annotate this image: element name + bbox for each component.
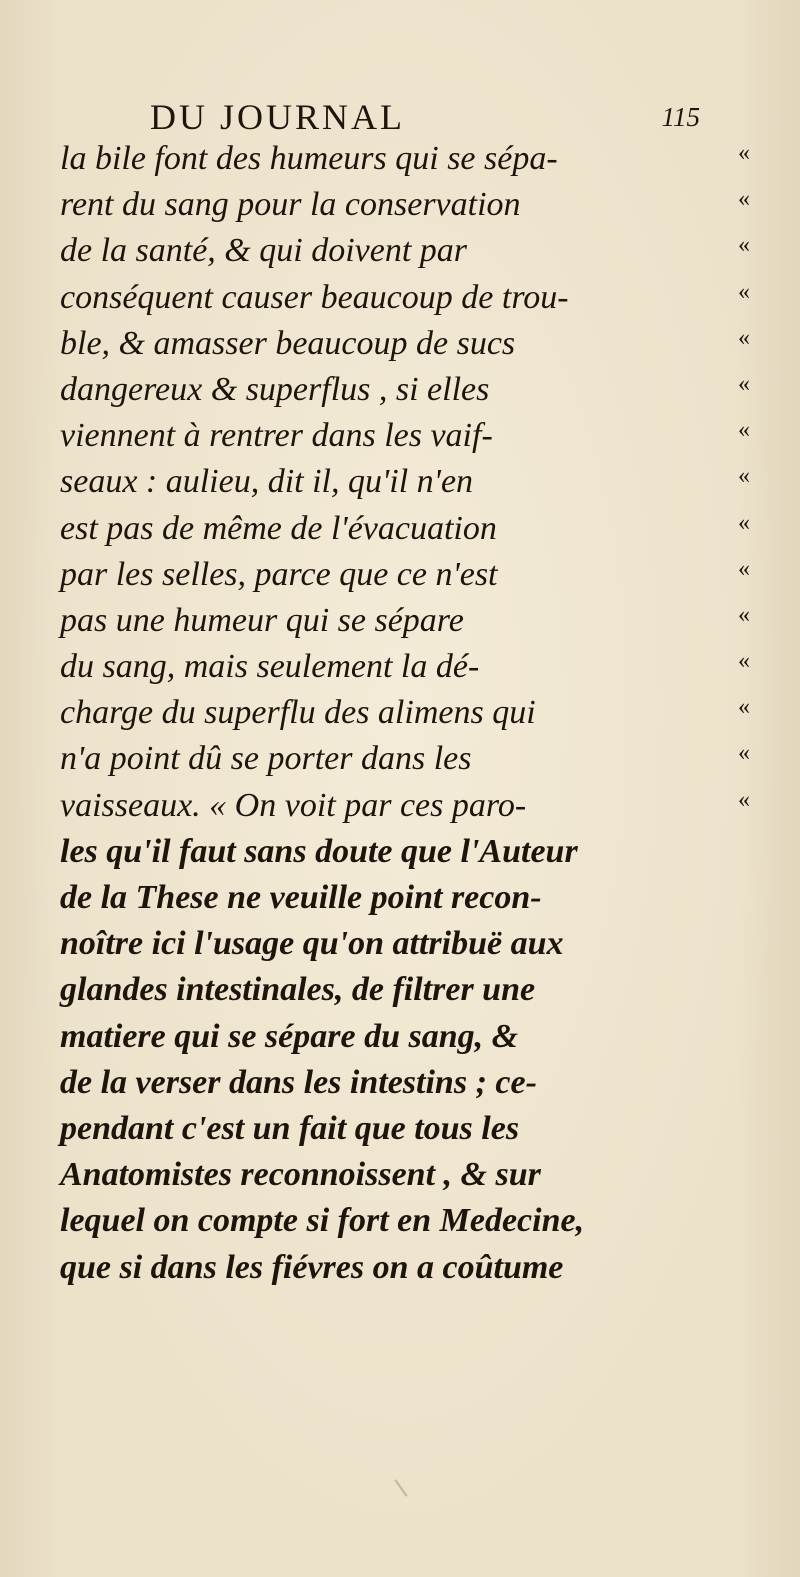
line-text: rent du sang pour la conservation xyxy=(60,186,521,224)
text-line xyxy=(60,967,750,1013)
line-text: du sang, mais seulement la dé- xyxy=(60,648,480,686)
line-text: lequel on compte si fort en Medecine, xyxy=(60,1202,585,1240)
text-line xyxy=(60,829,750,875)
line-text: par les selles, parce que ce n'est xyxy=(60,555,498,593)
line-text: pendant c'est un fait que tous les xyxy=(60,1109,520,1147)
text-line xyxy=(60,921,750,967)
quotation-mark: « xyxy=(738,509,750,536)
text-line xyxy=(60,367,750,413)
quotation-mark: « xyxy=(738,786,750,813)
text-line xyxy=(60,1245,750,1291)
quotation-mark: « xyxy=(738,740,750,767)
line-text: les qu'il faut sans doute que l'Auteur xyxy=(60,832,578,870)
text-line xyxy=(60,1152,750,1198)
text-line xyxy=(60,275,750,321)
text-line xyxy=(60,1198,750,1244)
line-text: dangereux & superflus , si elles xyxy=(60,370,490,408)
quotation-mark: « xyxy=(738,278,750,305)
text-line xyxy=(60,598,750,644)
text-line xyxy=(60,1014,750,1060)
line-text: n'a point dû se porter dans les xyxy=(60,740,472,778)
line-text: vaisseaux. « On voit par ces paro- xyxy=(60,786,527,824)
line-text: viennent à rentrer dans les vaif- xyxy=(60,417,493,455)
line-text: seaux : aulieu, dit il, qu'il n'en xyxy=(60,463,474,501)
text-line xyxy=(60,783,750,829)
text-line xyxy=(60,736,750,782)
line-text: de la These ne veuille point recon- xyxy=(60,879,542,916)
text-line xyxy=(60,182,750,228)
line-text: est pas de même de l'évacuation xyxy=(60,509,497,547)
text-line xyxy=(60,459,750,505)
quotation-mark: « xyxy=(738,648,750,675)
text-line xyxy=(60,1060,750,1106)
line-text: de la santé, & qui doivent par xyxy=(60,232,468,270)
quotation-mark: « xyxy=(738,601,750,628)
quotation-mark: « xyxy=(738,140,750,166)
line-text: matiere qui se sépare du sang, & xyxy=(60,1017,519,1055)
quotation-mark: « xyxy=(738,463,750,490)
text-line xyxy=(60,875,750,921)
line-text: glandes intestinales, de filtrer une xyxy=(60,971,536,1009)
quotation-mark: « xyxy=(738,324,750,351)
quotation-mark: « xyxy=(738,186,750,213)
page-number: 115 xyxy=(661,102,700,132)
quotation-mark: « xyxy=(738,232,750,259)
text-line xyxy=(60,321,750,367)
line-text: Anatomistes reconnoissent , & sur xyxy=(60,1156,541,1194)
text-line xyxy=(60,136,750,182)
quotation-mark: « xyxy=(738,370,750,397)
quotation-mark: « xyxy=(738,555,750,582)
line-text: pas une humeur qui se sépare xyxy=(60,601,464,639)
paper-speck xyxy=(394,1479,407,1497)
line-text: la bile font des humeurs qui se sépa- xyxy=(60,140,558,177)
text-line xyxy=(60,506,750,552)
text-line xyxy=(60,690,750,736)
text-line xyxy=(60,644,750,690)
line-text: que si dans les fiévres on a coûtume xyxy=(60,1248,564,1286)
text-line xyxy=(60,1106,750,1152)
quotation-mark: « xyxy=(738,694,750,721)
running-head: DU JOURNAL xyxy=(150,97,405,137)
body-text xyxy=(60,136,750,1291)
line-text: noître ici l'usage qu'on attribuë aux xyxy=(60,925,564,963)
text-line xyxy=(60,552,750,598)
quotation-mark: « xyxy=(738,417,750,444)
line-text: conséquent causer beaucoup de trou- xyxy=(60,278,569,316)
text-line xyxy=(60,228,750,274)
line-text: ble, & amasser beaucoup de sucs xyxy=(60,324,516,362)
text-line xyxy=(60,413,750,459)
line-text: charge du superflu des alimens qui xyxy=(60,694,536,732)
line-text: de la verser dans les intestins ; ce- xyxy=(60,1063,537,1101)
